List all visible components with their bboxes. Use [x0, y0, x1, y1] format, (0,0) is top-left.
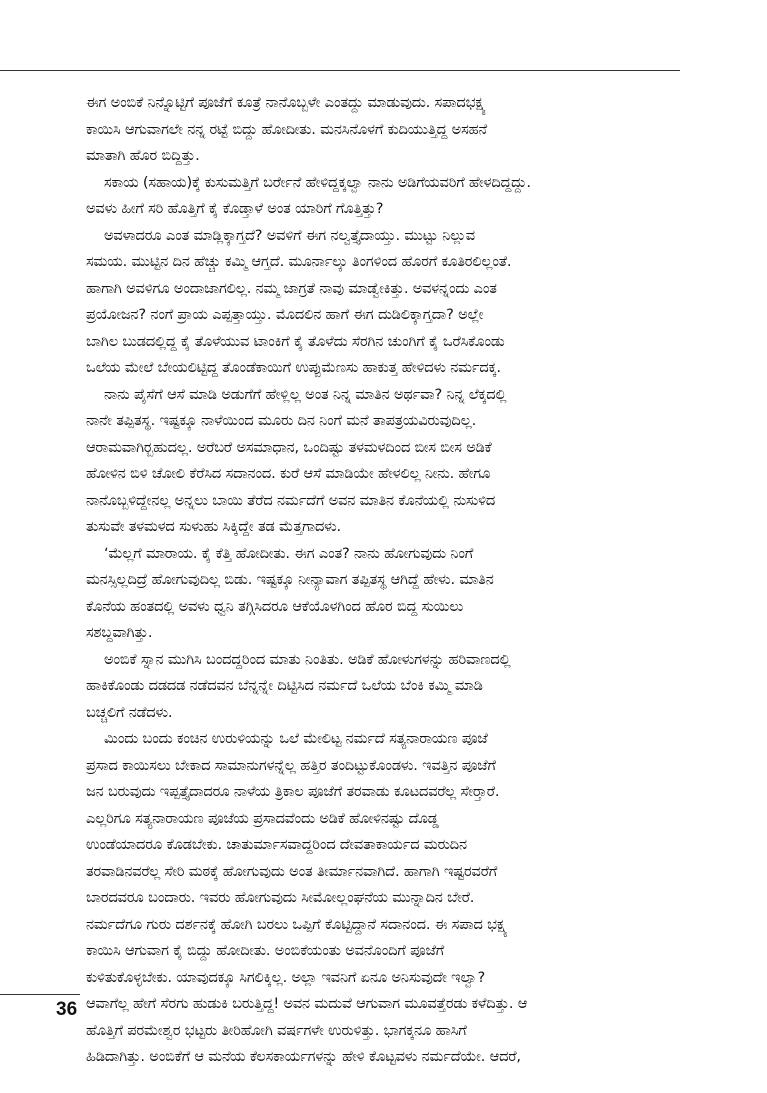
- text-line: ಒಲೆಯ ಮೇಲೆ ಬೇಯಲಿಟ್ಟಿದ್ದ ತೊಂಡೆಕಾಯಿಗೆ ಉಪ್ಪುಮೆಣಸು ಹಾಕುತ್ತ ಹೇಳಿದಳು ನರ್ಮದಕ್ಕ.: [86, 359, 501, 376]
- text-line: ತರವಾಡಿನವರೆಲ್ಲ ಸೇರಿ ಮಠಕ್ಕೆ ಹೋಗುವುದು ಅಂತ ತೀರ್ಮಾನವಾಗಿದೆ. ಹಾಗಾಗಿ ಇಷ್ಟರವರೆಗೆ: [86, 862, 498, 880]
- text-line: ಬಾಗಿಲ ಬುಡದಲ್ಲಿದ್ದ ಕೈ ತೊಳೆಯುವ ಟಾಂಕಿಗೆ ಕೈ ತೊಳೆದು ಸೆರಗಿನ ಚುಂಗಿಗೆ ಕೈ ಒರೆಸಿಕೊಂಡು: [86, 332, 505, 350]
- text-line: ನಾನೇ ತಪ್ಪಿತಸ್ಥ. ಇಷ್ಟಕ್ಕೂ ನಾಳೆಯಿಂದ ಮೂರು ದಿನ ನಿಂಗೆ ಮನೆ ತಾಪತ್ರಯವಿರುವುದಿಲ್ಲ.: [86, 412, 477, 429]
- text-line: ಅಂಬಿಕೆ ಸ್ನಾನ ಮುಗಿಸಿ ಬಂದದ್ದರಿಂದ ಮಾತು ನಿಂತಿತು. ಅಡಿಕೆ ಹೋಳುಗಳನ್ನು ಹರಿವಾಣದಲ್ಲಿ: [104, 650, 511, 668]
- text-line: ನಾನೊಬ್ಬಳಿದ್ದೇನಲ್ಲ ಅನ್ನಲು ಬಾಯಿ ತೆರೆದ ನರ್ಮದೆಗೆ ಅವನ ಮಾತಿನ ಕೊನೆಯಲ್ಲಿ ನುಸುಳಿದ: [86, 491, 496, 509]
- body-text: [86, 90, 669, 1071]
- text-line: ಕೊನೆಯ ಹಂತದಲ್ಲಿ ಅವಳು ಧ್ವನಿ ತಗ್ಗಿಸಿದರೂ ಆಕೆಯೊಳಗಿಂದ ಹೊರ ಬಿದ್ದ ಸುಯಿಲು: [86, 597, 464, 615]
- text-line: ‘ಮೆಲ್ಲಗೆ ಮಾರಾಯ. ಕೈ ಕೆತ್ತಿ ಹೋದೀತು. ಈಗ ಎಂತ? ನಾನು ಹೋಗುವುದು ನಿಂಗೆ: [104, 544, 474, 562]
- text-line: ಈಗ ಅಂಬಿಕೆ ನಿನ್ನೊಟ್ಟಿಗೆ ಪೂಜೆಗೆ ಕೂತ್ರೆ ನಾನೊಬ್ಬಳೇ ಎಂತದ್ದು ಮಾಡುವುದು. ಸಪಾದಭಕ್ಷ್ಯ: [86, 94, 486, 111]
- text-line: ಅವಳಾದರೂ ಎಂತ ಮಾಡ್ಲಿಕ್ಕಾಗ್ತದೆ? ಅವಳಿಗೆ ಈಗ ನಲ್ವತ್ತೈದಾಯ್ತು. ಮುಟ್ಟು ನಿಲ್ಲುವ: [104, 226, 475, 244]
- text-line: ಆವಾಗೆಲ್ಲ ಹೇಗೆ ಸೆರಗು ಹುಡುಕಿ ಬರುತ್ತಿದ್ದ! ಅವನ ಮದುವೆ ಆಗುವಾಗ ಮೂವತ್ತೆರಡು ಕಳೆದಿತ್ತು. ಆ: [86, 995, 528, 1012]
- text-line: ಕಾಯಿಸಿ ಆಗುವಾಗ ಕೈ ಬಿದ್ದು ಹೋದೀತು. ಅಂಬಿಕೆಯಂತು ಅವನೊಂದಿಗೆ ಪೂಜೆಗೆ: [86, 942, 445, 959]
- text-line: ಮನಸ್ಸಿಲ್ಲದಿದ್ರೆ ಹೋಗುವುದಿಲ್ಲ ಬಿಡು. ಇಷ್ಟಕ್ಕೂ ನೀನ್ಯಾವಾಗ ತಪ್ಪಿತಸ್ಥ ಆಗಿದ್ದೆ ಹೇಳು. ಮಾತಿನ: [86, 571, 494, 588]
- text-line: ಕಾಯಿಸಿ ಆಗುವಾಗಲೇ ನನ್ನ ರಟ್ಟೆ ಬಿದ್ದು ಹೋದೀತು. ಮನಸಿನೊಳಗೆ ಕುದಿಯುತ್ತಿದ್ದ ಅಸಹನೆ: [86, 120, 488, 138]
- text-line: ಸಮಯ. ಮುಟ್ಟಿನ ದಿನ ಹೆಚ್ಚು ಕಮ್ಮಿ ಆಗ್ತದೆ. ಮೂರ್ನಾಲ್ಕು ತಿಂಗಳಿಂದ ಹೊರಗೆ ಕೂತಿರಲಿಲ್ಲಂತೆ.: [86, 253, 512, 270]
- text-line: ಹಿಡಿದಾಗಿತ್ತು. ಅಂಬಿಕೆಗೆ ಆ ಮನೆಯ ಕೆಲಸಕಾರ್ಯಗಳನ್ನು ಹೇಳಿ ಕೊಟ್ಟವಳು ನರ್ಮದೆಯೇ. ಆದರೆ,: [86, 1048, 521, 1065]
- text-line: ಹಾಕಿಕೊಂಡು ದಡದಡ ನಡೆದವನ ಬೆನ್ನನ್ನೇ ದಿಟ್ಟಿಸಿದ ನರ್ಮದೆ ಒಲೆಯ ಬೆಂಕಿ ಕಮ್ಮಿ ಮಾಡಿ: [86, 677, 483, 694]
- text-line: ಎಲ್ಲರಿಗೂ ಸತ್ಯನಾರಾಯಣ ಪೂಜೆಯ ಪ್ರಸಾದವೆಂದು ಅಡಿಕೆ ಹೋಳಿನಷ್ಟು ದೊಡ್ಡ: [86, 809, 439, 827]
- text-line: ಆರಾಮವಾಗಿರ್‍ಬಹುದಲ್ಲ. ಅರೆಬರೆ ಅಸಮಾಧಾನ, ಒಂದಿಷ್ಟು ತಳಮಳದಿಂದ ಬೀಸ ಬೀಸ ಅಡಿಕೆ: [86, 438, 492, 456]
- text-line: ಹೊತ್ತಿಗೆ ಪರಮೇಶ್ವರ ಭಟ್ಟರು ತೀರಿಹೋಗಿ ವರ್ಷಗಳೇ ಉರುಳಿತ್ತು. ಭಾಗಕ್ಕನೂ ಹಾಸಿಗೆ: [86, 1021, 467, 1039]
- page-number: 36: [56, 999, 78, 1020]
- text-line: ಮಿಂದು ಬಂದು ಕಂಚಿನ ಉರುಳಿಯನ್ನು ಒಲೆ ಮೇಲಿಟ್ಟ ನರ್ಮದೆ ಸತ್ಯನಾರಾಯಣ ಪೂಜೆ: [104, 730, 488, 747]
- text-line: ಪ್ರಸಾದ ಕಾಯಿಸಲು ಬೇಕಾದ ಸಾಮಾನುಗಳನ್ನೆಲ್ಲ ಹತ್ತಿರ ತಂದಿಟ್ಟುಕೊಂಡಳು. ಇವತ್ತಿನ ಪೂಜೆಗೆ: [86, 756, 496, 774]
- text-line: ಕುಳಿತುಕೊಳ್ಳಬೇಕು. ಯಾವುದಕ್ಕೂ ಸಿಗಲಿಕ್ಕಿಲ್ಲ. ಅಲ್ಲಾ ಇವನಿಗೆ ಏನೂ ಅನಿಸುವುದೇ ಇಲ್ವಾ?: [86, 968, 486, 986]
- text-line: ಮಾತಾಗಿ ಹೊರ ಬಿದ್ದಿತ್ತು.: [86, 147, 200, 164]
- text-line: ಪ್ರಯೋಜನ? ನಂಗೆ ಪ್ರಾಯ ಎಪ್ಪತ್ತಾಯ್ತು. ಮೊದಲಿನ ಹಾಗೆ ಈಗ ದುಡಿಲಿಕ್ಕಾಗ್ತದಾ? ಅಲ್ಲೇ: [86, 306, 484, 323]
- text-line: ಬಚ್ಚಲಿಗೆ ನಡೆದಳು.: [86, 703, 173, 721]
- text-line: ಜನ ಬರುವುದು ಇಪ್ಪತ್ತೈದಾದರೂ ನಾಳೆಯ ತ್ರಿಕಾಲ ಪೂಜೆಗೆ ತರವಾಡು ಕೂಟದವರೆಲ್ಲ ಸೇರ್‍ತಾರೆ.: [86, 783, 500, 800]
- text-line: ಹೋಳಿನ ಬಿಳಿ ಚೋಲಿ ಕೆರೆಸಿದ ಸದಾನಂದ. ಕುರೆ ಆಸೆ ಮಾಡಿಯೇ ಹೇಳಲಿಲ್ಲ ನೀನು. ಹೇಗೂ: [86, 465, 491, 482]
- text-line: ಸಶಬ್ದವಾಗಿತ್ತು.: [86, 624, 153, 641]
- text-line: ಉಂಡೆಯಾದರೂ ಕೊಡಬೇಕು. ಚಾತುರ್ಮಾಸವಾದ್ದರಿಂದ ದೇವತಾಕಾರ್ಯದ ಮರುದಿನ: [86, 836, 467, 853]
- text-line: ನಾನು ಪೈಸೆಗೆ ಆಸೆ ಮಾಡಿ ಅಡುಗೆಗೆ ಹೇಳ್ಲಿಲ್ಲ ಅಂತ ನಿನ್ನ ಮಾತಿನ ಅರ್ಥವಾ? ನಿನ್ನ ಲೆಕ್ಕದಲ್ಲಿ: [104, 385, 507, 403]
- top-rule: [0, 70, 680, 71]
- text-line: ಅವಳು ಹೀಗೆ ಸರಿ ಹೊತ್ತಿಗೆ ಕೈ ಕೊಡ್ತಾಳೆ ಅಂತ ಯಾರಿಗೆ ಗೊತ್ತಿತ್ತು?: [86, 200, 384, 217]
- text-line: ಸಕಾಯ (ಸಹಾಯ)ಕ್ಕೆ ಕುಸುಮತ್ತಿಗೆ ಬರ್ರೇನೆ ಹೇಳಿದ್ದಕ್ಕಲ್ವಾ ನಾನು ಅಡಿಗೆಯವರಿಗೆ ಹೇಳದಿದ್ದದ್ದು.: [104, 173, 531, 191]
- text-line: ಹಾಗಾಗಿ ಅವಳಿಗೂ ಅಂದಾಜಾಗಲಿಲ್ಲ. ನಮ್ಮ ಜಾಗ್ರತೆ ನಾವು ಮಾಡ್ವೇಕಿತ್ತು. ಅವಳನ್ನಂದು ಎಂತ: [86, 279, 497, 297]
- footer-rule: [0, 994, 80, 995]
- text-line: ಬಾರದವರೂ ಬಂದಾರು. ಇವರು ಹೋಗುವುದು ಸೀಮೋಲ್ಲಂಘನೆಯ ಮುನ್ನಾದಿನ ಬೇರೆ.: [86, 889, 475, 906]
- text-line: ನರ್ಮದೆಗೂ ಗುರು ದರ್ಶನಕ್ಕೆ ಹೋಗಿ ಬರಲು ಒಪ್ಪಿಗೆ ಕೊಟ್ಟಿದ್ದಾನೆ ಸದಾನಂದ. ಈ ಸಪಾದ ಭಕ್ಷ್ಯ: [86, 915, 508, 933]
- text-line: ತುಸುವೇ ತಳಮಳದ ಸುಳುಹು ಸಿಕ್ಕಿದ್ದೇ ತಡ ಮೆತ್ತಗಾದಳು.: [86, 518, 341, 535]
